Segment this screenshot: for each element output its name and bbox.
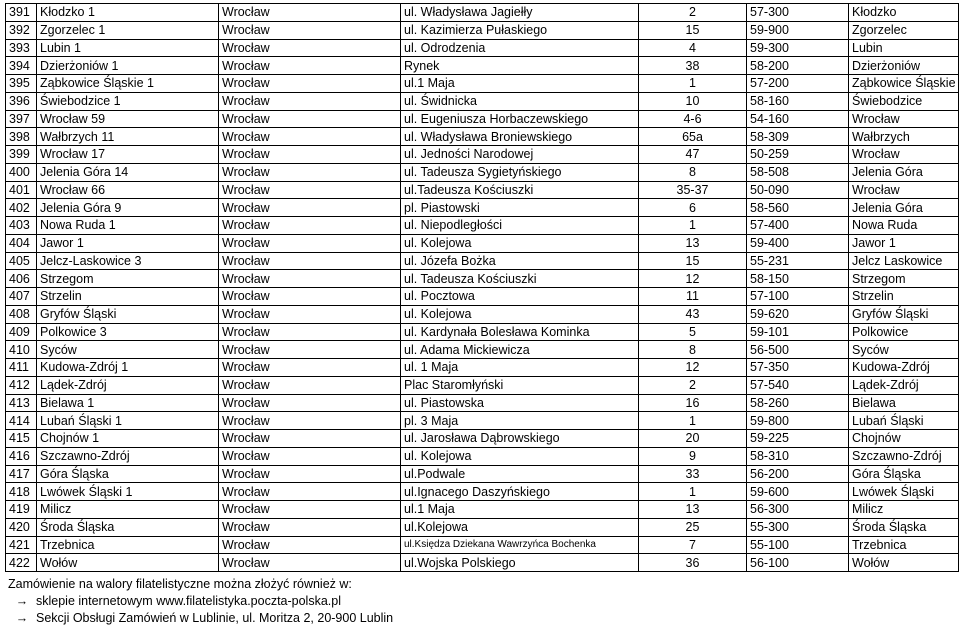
- row-number-cell: 404: [6, 234, 37, 252]
- row-number-cell: 415: [6, 430, 37, 448]
- postal-code-cell: 55-300: [747, 518, 849, 536]
- city-cell: Lądek-Zdrój: [849, 376, 959, 394]
- row-number-cell: 420: [6, 518, 37, 536]
- street-cell: ul. Odrodzenia: [401, 39, 639, 57]
- region-cell: Wrocław: [219, 252, 401, 270]
- row-number-cell: 398: [6, 128, 37, 146]
- table-row: [6, 288, 959, 306]
- street-cell: ul. Kardynała Bolesława Kominka: [401, 323, 639, 341]
- table-row: [6, 518, 959, 536]
- city-cell: Jawor 1: [849, 234, 959, 252]
- city-cell: Jelenia Góra: [849, 163, 959, 181]
- street-cell: ul. Władysława Broniewskiego: [401, 128, 639, 146]
- house-number-cell: 65a: [639, 128, 747, 146]
- city-cell: Polkowice: [849, 323, 959, 341]
- table-row: [6, 305, 959, 323]
- postal-code-cell: 59-101: [747, 323, 849, 341]
- house-number-cell: 6: [639, 199, 747, 217]
- postal-code-cell: 59-900: [747, 21, 849, 39]
- street-cell: ul. Tadeusza Kościuszki: [401, 270, 639, 288]
- table-row: [6, 447, 959, 465]
- house-number-cell: 36: [639, 554, 747, 572]
- region-cell: Wrocław: [219, 430, 401, 448]
- table-row: [6, 252, 959, 270]
- street-cell: Plac Staromłyński: [401, 376, 639, 394]
- postal-code-cell: 59-800: [747, 412, 849, 430]
- table-row: [6, 39, 959, 57]
- region-cell: Wrocław: [219, 57, 401, 75]
- row-number-cell: 411: [6, 359, 37, 377]
- house-number-cell: 12: [639, 270, 747, 288]
- region-cell: Wrocław: [219, 359, 401, 377]
- table-row: [6, 75, 959, 93]
- street-cell: ul. Józefa Bożka: [401, 252, 639, 270]
- region-cell: Wrocław: [219, 217, 401, 235]
- row-number-cell: 405: [6, 252, 37, 270]
- row-number-cell: 407: [6, 288, 37, 306]
- street-cell: ul.1 Maja: [401, 75, 639, 93]
- row-number-cell: 399: [6, 146, 37, 164]
- house-number-cell: 1: [639, 483, 747, 501]
- table-row: [6, 163, 959, 181]
- house-number-cell: 43: [639, 305, 747, 323]
- postal-code-cell: 57-200: [747, 75, 849, 93]
- postal-code-cell: 56-200: [747, 465, 849, 483]
- street-cell: ul. Władysława Jagiełły: [401, 4, 639, 22]
- street-cell: ul. Pocztowa: [401, 288, 639, 306]
- row-number-cell: 412: [6, 376, 37, 394]
- office-name-cell: Jelenia Góra 14: [37, 163, 219, 181]
- street-cell: Rynek: [401, 57, 639, 75]
- city-cell: Lubin: [849, 39, 959, 57]
- office-name-cell: Lądek-Zdrój: [37, 376, 219, 394]
- table-row: [6, 341, 959, 359]
- city-cell: Strzegom: [849, 270, 959, 288]
- postal-code-cell: 59-225: [747, 430, 849, 448]
- street-cell: ul. Niepodległości: [401, 217, 639, 235]
- region-cell: Wrocław: [219, 75, 401, 93]
- table-row: [6, 181, 959, 199]
- office-name-cell: Jelcz-Laskowice 3: [37, 252, 219, 270]
- postal-code-cell: 54-160: [747, 110, 849, 128]
- city-cell: Ząbkowice Śląskie: [849, 75, 959, 93]
- row-number-cell: 417: [6, 465, 37, 483]
- city-cell: Kłodzko: [849, 4, 959, 22]
- office-name-cell: Lwówek Śląski 1: [37, 483, 219, 501]
- region-cell: Wrocław: [219, 146, 401, 164]
- house-number-cell: 13: [639, 501, 747, 519]
- house-number-cell: 11: [639, 288, 747, 306]
- table-row: [6, 376, 959, 394]
- office-name-cell: Strzelin: [37, 288, 219, 306]
- city-cell: Wrocław: [849, 146, 959, 164]
- street-cell: ul. Piastowska: [401, 394, 639, 412]
- postal-code-cell: 59-600: [747, 483, 849, 501]
- house-number-cell: 20: [639, 430, 747, 448]
- city-cell: Szczawno-Zdrój: [849, 447, 959, 465]
- office-name-cell: Jawor 1: [37, 234, 219, 252]
- office-name-cell: Trzebnica: [37, 536, 219, 554]
- house-number-cell: 7: [639, 536, 747, 554]
- arrow-right-icon: →: [15, 611, 29, 625]
- region-cell: Wrocław: [219, 234, 401, 252]
- postal-code-cell: 58-508: [747, 163, 849, 181]
- postal-code-cell: 57-350: [747, 359, 849, 377]
- row-number-cell: 414: [6, 412, 37, 430]
- office-name-cell: Wałbrzych 11: [37, 128, 219, 146]
- region-cell: Wrocław: [219, 394, 401, 412]
- table-row: [6, 554, 959, 572]
- city-cell: Lubań Śląski: [849, 412, 959, 430]
- postal-code-cell: 58-310: [747, 447, 849, 465]
- region-cell: Wrocław: [219, 341, 401, 359]
- table-row: [6, 110, 959, 128]
- row-number-cell: 410: [6, 341, 37, 359]
- office-name-cell: Dzierżoniów 1: [37, 57, 219, 75]
- region-cell: Wrocław: [219, 447, 401, 465]
- house-number-cell: 35-37: [639, 181, 747, 199]
- house-number-cell: 12: [639, 359, 747, 377]
- street-cell: ul. Kolejowa: [401, 234, 639, 252]
- region-cell: Wrocław: [219, 376, 401, 394]
- row-number-cell: 392: [6, 21, 37, 39]
- region-cell: Wrocław: [219, 518, 401, 536]
- table-row: [6, 501, 959, 519]
- row-number-cell: 403: [6, 217, 37, 235]
- footer-item-text: Sekcji Obsługi Zamówień w Lublinie, ul. Moritza 2, 20-900 Lublin: [36, 611, 394, 625]
- table-row: [6, 4, 959, 22]
- postal-code-cell: 55-231: [747, 252, 849, 270]
- table-row: [6, 199, 959, 217]
- city-cell: Zgorzelec: [849, 21, 959, 39]
- table-row: [6, 412, 959, 430]
- city-cell: Nowa Ruda: [849, 217, 959, 235]
- row-number-cell: 421: [6, 536, 37, 554]
- row-number-cell: 394: [6, 57, 37, 75]
- house-number-cell: 25: [639, 518, 747, 536]
- region-cell: Wrocław: [219, 110, 401, 128]
- postal-code-cell: 50-090: [747, 181, 849, 199]
- house-number-cell: 1: [639, 217, 747, 235]
- row-number-cell: 401: [6, 181, 37, 199]
- postal-code-cell: 57-400: [747, 217, 849, 235]
- street-cell: ul. Tadeusza Sygietyńskiego: [401, 163, 639, 181]
- postal-code-cell: 59-620: [747, 305, 849, 323]
- city-cell: Jelcz Laskowice: [849, 252, 959, 270]
- city-cell: Kudowa-Zdrój: [849, 359, 959, 377]
- office-name-cell: Wrocław 59: [37, 110, 219, 128]
- house-number-cell: 2: [639, 4, 747, 22]
- office-name-cell: Lubin 1: [37, 39, 219, 57]
- postal-code-cell: 58-260: [747, 394, 849, 412]
- street-cell: ul.Księdza Dziekana Wawrzyńca Bochenka: [401, 536, 639, 554]
- table-row: [6, 394, 959, 412]
- footer-item: [8, 593, 393, 610]
- row-number-cell: 409: [6, 323, 37, 341]
- house-number-cell: 2: [639, 376, 747, 394]
- street-cell: pl. 3 Maja: [401, 412, 639, 430]
- office-name-cell: Bielawa 1: [37, 394, 219, 412]
- street-cell: ul. Jedności Narodowej: [401, 146, 639, 164]
- city-cell: Świebodzice: [849, 92, 959, 110]
- postal-code-cell: 57-100: [747, 288, 849, 306]
- office-name-cell: Środa Śląska: [37, 518, 219, 536]
- row-number-cell: 391: [6, 4, 37, 22]
- city-cell: Strzelin: [849, 288, 959, 306]
- office-name-cell: Syców: [37, 341, 219, 359]
- row-number-cell: 402: [6, 199, 37, 217]
- city-cell: Syców: [849, 341, 959, 359]
- postal-code-cell: 55-100: [747, 536, 849, 554]
- city-cell: Trzebnica: [849, 536, 959, 554]
- house-number-cell: 47: [639, 146, 747, 164]
- house-number-cell: 9: [639, 447, 747, 465]
- office-name-cell: Polkowice 3: [37, 323, 219, 341]
- row-number-cell: 416: [6, 447, 37, 465]
- city-cell: Wrocław: [849, 181, 959, 199]
- table-row: [6, 217, 959, 235]
- street-cell: ul.Wojska Polskiego: [401, 554, 639, 572]
- postal-code-cell: 56-300: [747, 501, 849, 519]
- region-cell: Wrocław: [219, 199, 401, 217]
- house-number-cell: 16: [639, 394, 747, 412]
- office-name-cell: Wrocław 66: [37, 181, 219, 199]
- office-name-cell: Nowa Ruda 1: [37, 217, 219, 235]
- city-cell: Lwówek Śląski: [849, 483, 959, 501]
- city-cell: Wałbrzych: [849, 128, 959, 146]
- row-number-cell: 393: [6, 39, 37, 57]
- postal-code-cell: 58-160: [747, 92, 849, 110]
- footer-item: [8, 610, 393, 627]
- house-number-cell: 15: [639, 252, 747, 270]
- postal-code-cell: 59-300: [747, 39, 849, 57]
- footer-note: [8, 576, 393, 627]
- city-cell: Gryfów Śląski: [849, 305, 959, 323]
- postal-code-cell: 59-400: [747, 234, 849, 252]
- region-cell: Wrocław: [219, 501, 401, 519]
- office-name-cell: Gryfów Śląski: [37, 305, 219, 323]
- street-cell: ul. Kolejowa: [401, 447, 639, 465]
- row-number-cell: 422: [6, 554, 37, 572]
- street-cell: pl. Piastowski: [401, 199, 639, 217]
- office-name-cell: Szczawno-Zdrój: [37, 447, 219, 465]
- table-row: [6, 128, 959, 146]
- table-row: [6, 323, 959, 341]
- table-row: [6, 483, 959, 501]
- table-row: [6, 430, 959, 448]
- table-row: [6, 270, 959, 288]
- region-cell: Wrocław: [219, 536, 401, 554]
- table-row: [6, 92, 959, 110]
- street-cell: ul. 1 Maja: [401, 359, 639, 377]
- region-cell: Wrocław: [219, 92, 401, 110]
- region-cell: Wrocław: [219, 39, 401, 57]
- row-number-cell: 413: [6, 394, 37, 412]
- region-cell: Wrocław: [219, 181, 401, 199]
- table-row: [6, 465, 959, 483]
- postal-code-cell: 58-309: [747, 128, 849, 146]
- postal-code-cell: 58-200: [747, 57, 849, 75]
- house-number-cell: 8: [639, 163, 747, 181]
- region-cell: Wrocław: [219, 270, 401, 288]
- region-cell: Wrocław: [219, 554, 401, 572]
- postal-code-cell: 58-150: [747, 270, 849, 288]
- footer-item-text[interactable]: sklepie internetowym www.filatelistyka.poczta-polska.pl: [36, 594, 341, 608]
- house-number-cell: 8: [639, 341, 747, 359]
- street-cell: ul. Adama Mickiewicza: [401, 341, 639, 359]
- region-cell: Wrocław: [219, 21, 401, 39]
- postal-code-cell: 56-100: [747, 554, 849, 572]
- row-number-cell: 419: [6, 501, 37, 519]
- city-cell: Jelenia Góra: [849, 199, 959, 217]
- house-number-cell: 38: [639, 57, 747, 75]
- city-cell: Góra Śląska: [849, 465, 959, 483]
- office-name-cell: Świebodzice 1: [37, 92, 219, 110]
- post-office-table: [5, 3, 959, 572]
- city-cell: Dzierżoniów: [849, 57, 959, 75]
- region-cell: Wrocław: [219, 465, 401, 483]
- house-number-cell: 4-6: [639, 110, 747, 128]
- table-row: [6, 146, 959, 164]
- house-number-cell: 10: [639, 92, 747, 110]
- city-cell: Wołów: [849, 554, 959, 572]
- office-name-cell: Chojnów 1: [37, 430, 219, 448]
- postal-code-cell: 58-560: [747, 199, 849, 217]
- region-cell: Wrocław: [219, 483, 401, 501]
- office-name-cell: Jelenia Góra 9: [37, 199, 219, 217]
- house-number-cell: 4: [639, 39, 747, 57]
- postal-code-cell: 57-540: [747, 376, 849, 394]
- footer-heading: Zamówienie na walory filatelistyczne można złożyć również w:: [8, 577, 352, 591]
- office-name-cell: Góra Śląska: [37, 465, 219, 483]
- office-name-cell: Wrocław 17: [37, 146, 219, 164]
- office-name-cell: Lubań Śląski 1: [37, 412, 219, 430]
- city-cell: Chojnów: [849, 430, 959, 448]
- region-cell: Wrocław: [219, 163, 401, 181]
- street-cell: ul.Tadeusza Kościuszki: [401, 181, 639, 199]
- city-cell: Milicz: [849, 501, 959, 519]
- table-row: [6, 57, 959, 75]
- office-name-cell: Ząbkowice Śląskie 1: [37, 75, 219, 93]
- office-name-cell: Milicz: [37, 501, 219, 519]
- office-name-cell: Wołów: [37, 554, 219, 572]
- postal-code-cell: 50-259: [747, 146, 849, 164]
- street-cell: ul. Kolejowa: [401, 305, 639, 323]
- row-number-cell: 408: [6, 305, 37, 323]
- row-number-cell: 397: [6, 110, 37, 128]
- house-number-cell: 13: [639, 234, 747, 252]
- street-cell: ul.Podwale: [401, 465, 639, 483]
- table-row: [6, 234, 959, 252]
- house-number-cell: 33: [639, 465, 747, 483]
- table-row: [6, 536, 959, 554]
- row-number-cell: 395: [6, 75, 37, 93]
- office-name-cell: Kłodzko 1: [37, 4, 219, 22]
- region-cell: Wrocław: [219, 128, 401, 146]
- street-cell: ul. Jarosława Dąbrowskiego: [401, 430, 639, 448]
- city-cell: Bielawa: [849, 394, 959, 412]
- row-number-cell: 396: [6, 92, 37, 110]
- street-cell: ul. Eugeniusza Horbaczewskiego: [401, 110, 639, 128]
- house-number-cell: 5: [639, 323, 747, 341]
- street-cell: ul. Świdnicka: [401, 92, 639, 110]
- row-number-cell: 418: [6, 483, 37, 501]
- house-number-cell: 15: [639, 21, 747, 39]
- office-name-cell: Zgorzelec 1: [37, 21, 219, 39]
- city-cell: Środa Śląska: [849, 518, 959, 536]
- region-cell: Wrocław: [219, 288, 401, 306]
- region-cell: Wrocław: [219, 4, 401, 22]
- row-number-cell: 400: [6, 163, 37, 181]
- postal-code-cell: 57-300: [747, 4, 849, 22]
- office-name-cell: Kudowa-Zdrój 1: [37, 359, 219, 377]
- street-cell: ul.Ignacego Daszyńskiego: [401, 483, 639, 501]
- row-number-cell: 406: [6, 270, 37, 288]
- street-cell: ul.1 Maja: [401, 501, 639, 519]
- arrow-right-icon: →: [15, 594, 29, 608]
- house-number-cell: 1: [639, 412, 747, 430]
- region-cell: Wrocław: [219, 323, 401, 341]
- street-cell: ul.Kolejowa: [401, 518, 639, 536]
- table-body: [6, 4, 959, 572]
- street-cell: ul. Kazimierza Pułaskiego: [401, 21, 639, 39]
- table-row: [6, 21, 959, 39]
- region-cell: Wrocław: [219, 305, 401, 323]
- house-number-cell: 1: [639, 75, 747, 93]
- city-cell: Wrocław: [849, 110, 959, 128]
- region-cell: Wrocław: [219, 412, 401, 430]
- office-name-cell: Strzegom: [37, 270, 219, 288]
- table-row: [6, 359, 959, 377]
- postal-code-cell: 56-500: [747, 341, 849, 359]
